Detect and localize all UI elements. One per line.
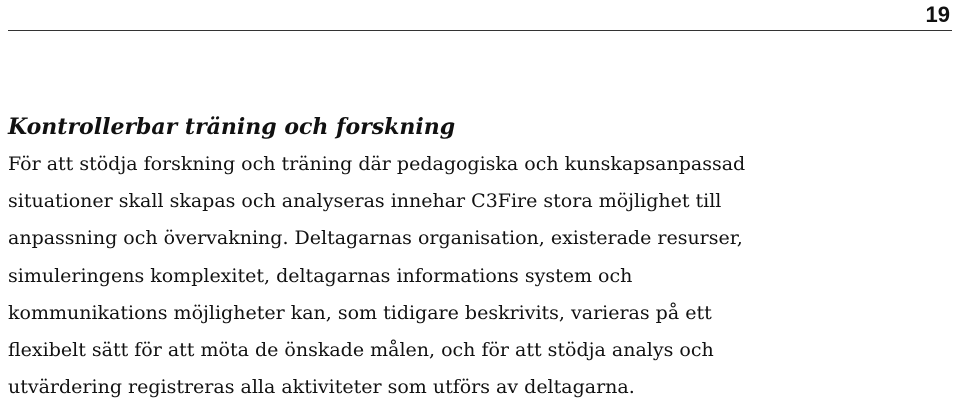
paragraph-line: utvärdering registreras alla aktiviteter som utförs av deltagarna. (8, 376, 635, 399)
page-header (0, 0, 960, 34)
paragraph-line: anpassning och övervakning. Deltagarnas organisation, existerade resurser, (8, 227, 743, 250)
paragraph-line: För att stödja forskning och träning där pedagogiska och kunskapsanpassad (8, 153, 746, 175)
document-section (8, 108, 952, 406)
section-heading: Kontrollerbar träning och forskning (8, 114, 456, 140)
page-number: 19 (925, 2, 950, 27)
paragraph-line: kommunikations möjligheter kan, som tidigare beskrivits, varieras på ett (8, 301, 712, 324)
header-rule (8, 30, 952, 31)
body-paragraph (8, 146, 952, 406)
paragraph-line: situationer skall skapas och analyseras innehar C3Fire stora möjlighet till (8, 190, 722, 213)
paragraph-line: flexibelt sätt för att möta de önskade målen, och för att stödja analys och (8, 339, 714, 362)
paragraph-line: simuleringens komplexitet, deltagarnas informations system och (8, 264, 633, 287)
